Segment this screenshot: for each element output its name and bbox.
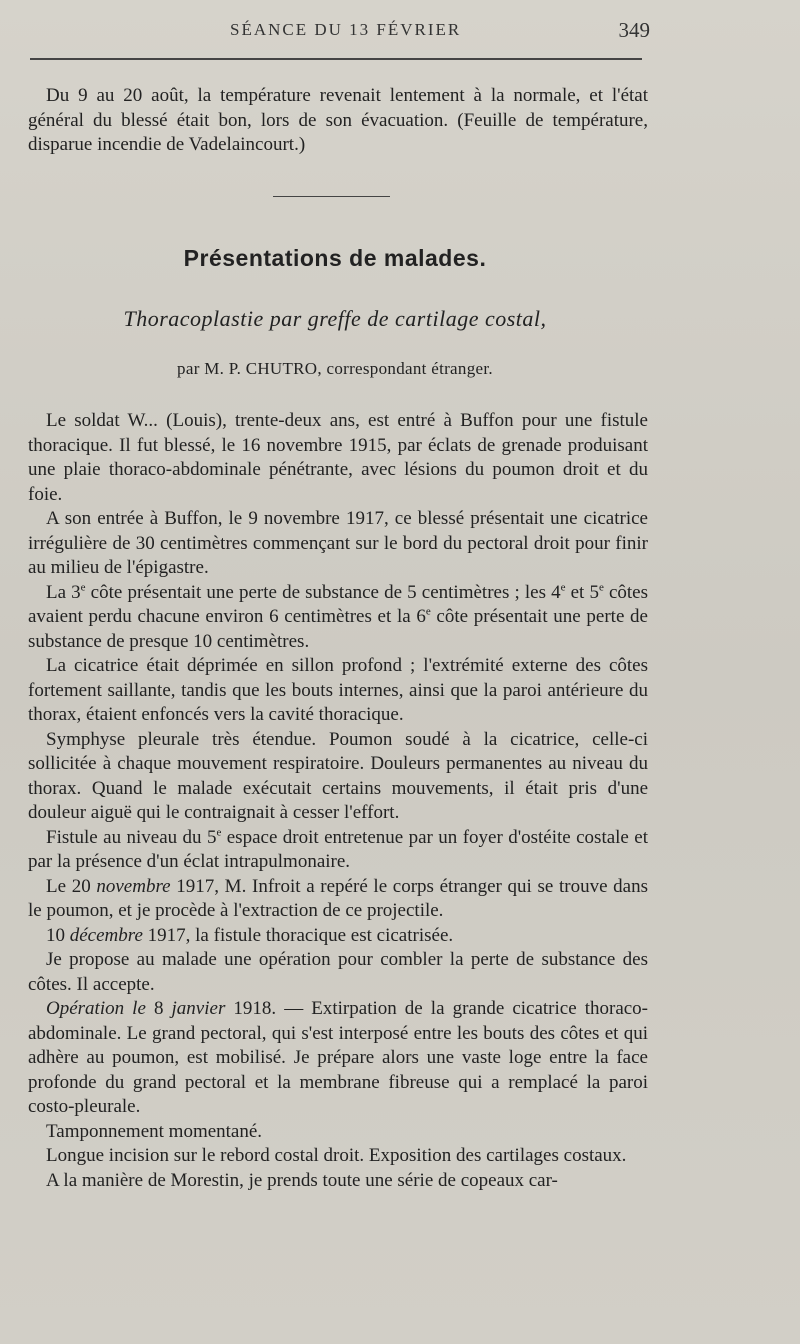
running-head (30, 18, 650, 48)
section-title: Présentations de malades. (183, 245, 487, 271)
running-title: SÉANCE DU 13 FÉVRIER (230, 20, 462, 39)
header-rule (30, 58, 642, 60)
paragraph: Longue incision sur le rebord costal droit. Exposition des cartilages costaux. (46, 1145, 627, 1166)
paragraph: Opération le 8 janvier 1918. — Extirpation de la grande cicatrice thoraco-abdominale. Le grand pectoral, qui s'est interposé entre les bouts des côtes et qui adhère au poumon, est mobilisé. Je prépare alors une vaste loge entre la face profonde du grand pectoral et la membrane fibreuse qui a remplacé la paroi costo-pleurale. (28, 998, 649, 1117)
paragraph: Le 20 novembre 1917, M. Infroit a repéré le corps étranger qui se trouve dans le poumon, et je procède à l'extraction de ce projectile. (28, 875, 648, 921)
paragraph: Fistule au niveau du 5e espace droit entretenue par un foyer d'ostéite costale et par la présence d'un éclat intrapulmonaire. (28, 826, 648, 872)
paragraph: Tamponnement momentané. (46, 1120, 263, 1142)
paragraph: La cicatrice était déprimée en sillon profond ; l'extrémité externe des côtes fortement saillante, tandis que les bouts internes, ainsi que la paroi antérieure du thorax, étaient enfoncés vers la cavité thoracique. (28, 655, 648, 725)
byline: par M. P. CHUTRO, correspondant étranger. (177, 359, 493, 378)
paragraph: Symphyse pleurale très étendue. Poumon soudé à la cicatrice, celle-ci sollicitée à chaque mouvement respiratoire. Douleurs permanentes au niveau du thorax. Quand le malade exécutait certains mouvements, il était pris d'une douleur aiguë qui le contraignait à cesser l'effort. (28, 728, 648, 823)
page-number: 349 (618, 18, 650, 42)
intro-section (28, 84, 648, 158)
paragraph: 10 décembre 1917, la fistule thoracique est cicatrisée. (46, 924, 454, 946)
paragraph: Le soldat W... (Louis), trente-deux ans, est entré à Buffon pour une fistule thoracique. Il fut blessé, le 16 novembre 1915, par éclats de grenade produisant une plaie thoraco-abdominale pénétrante, avec lésions du poumon droit et du foie. (28, 410, 648, 505)
intro-paragraph: Du 9 au 20 août, la température revenait lentement à la normale, et l'état général du blessé était bon, lors de son évacuation. (Feuille de température, disparue incendie de Vadelaincourt.) (28, 85, 648, 155)
paragraph: A la manière de Morestin, je prends toute une série de copeaux car- (46, 1169, 558, 1191)
article-title: Thoracoplastie par greffe de cartilage costal, (123, 306, 547, 331)
separator-rule (273, 196, 390, 197)
article-body (28, 409, 648, 1193)
paragraph: La 3e côte présentait une perte de substance de 5 centimètres ; les 4e et 5e côtes avaient perdu chacune environ 6 centimètres et la 6e côte présentait une perte de substance de presque 10 centimètres. (28, 581, 649, 652)
paragraph: A son entrée à Buffon, le 9 novembre 1917, ce blessé présentait une cicatrice irrégulière de 30 centimètres commençant sur le bord du pectoral droit pour finir au milieu de l'épigastre. (28, 508, 648, 578)
paragraph: Je propose au malade une opération pour combler la perte de substance des côtes. Il accepte. (28, 949, 648, 995)
